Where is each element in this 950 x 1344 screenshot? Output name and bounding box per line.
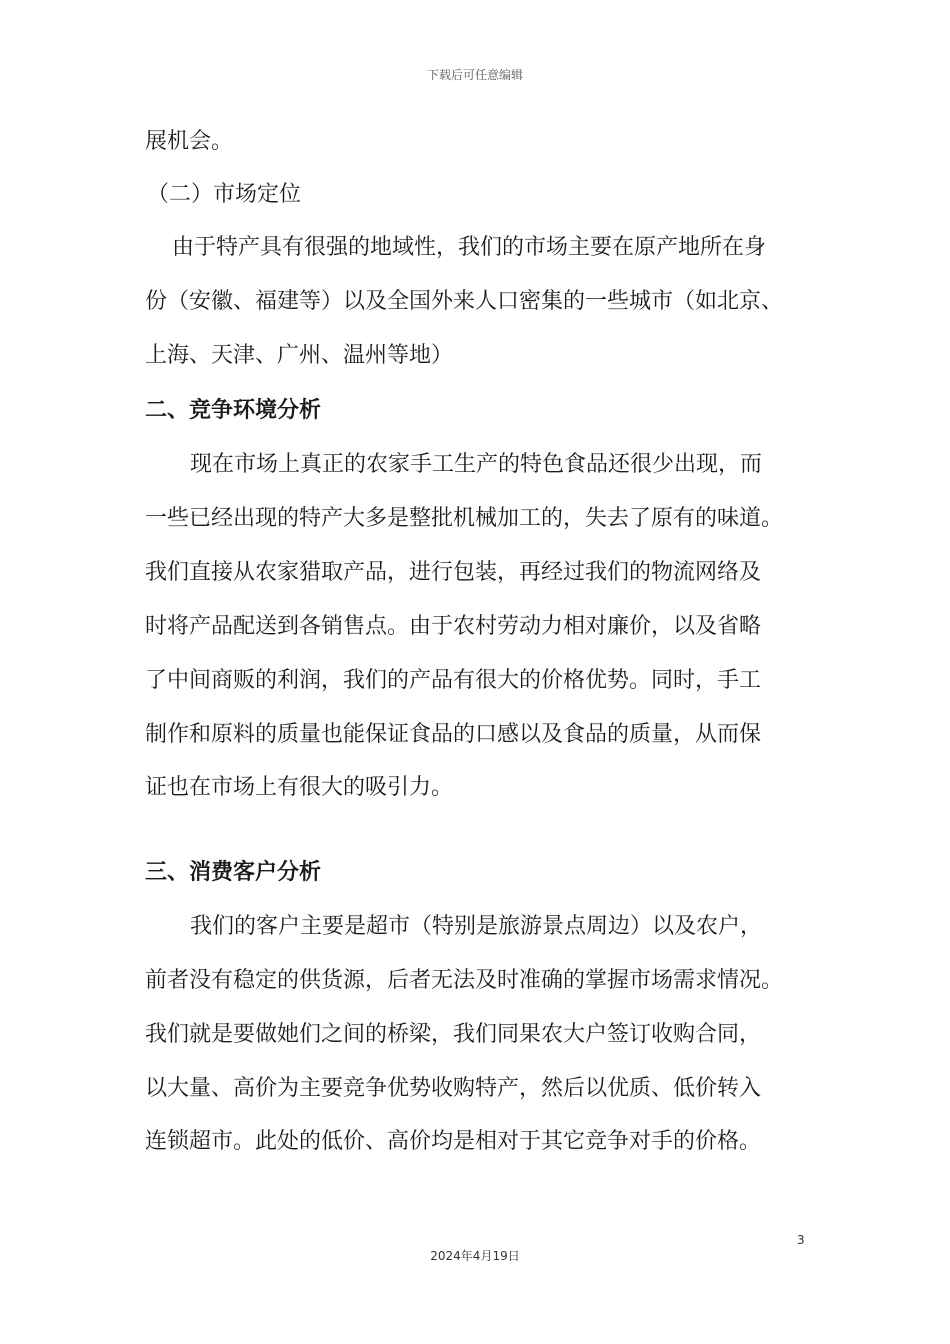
text-line: 连锁超市。此处的低价、高价均是相对于其它竞争对手的价格。: [145, 1129, 762, 1154]
section-heading: 三、消费客户分析: [145, 860, 322, 885]
text-line: 前者没有稳定的供货源，后者无法及时准确的掌握市场需求情况。: [145, 968, 784, 993]
section-heading: 二、竞争环境分析: [145, 398, 322, 423]
text-line: 我们就是要做她们之间的桥梁，我们同果农大户签订收购合同，: [145, 1022, 762, 1047]
section-subheading: （二）市场定位: [147, 182, 302, 207]
text-line: 制作和原料的质量也能保证食品的口感以及食品的质量，从而保: [145, 722, 762, 747]
text-line: 时将产品配送到各销售点。由于农村劳动力相对廉价，以及省略: [145, 614, 762, 639]
text-line: 证也在市场上有很大的吸引力。: [145, 775, 454, 800]
text-line: 由于特产具有很强的地域性，我们的市场主要在原产地所在身: [172, 235, 767, 260]
text-line: 以大量、高价为主要竞争优势收购特产，然后以优质、低价转入: [145, 1076, 762, 1101]
text-line: 份（安徽、福建等）以及全国外来人口密集的一些城市（如北京、: [145, 289, 784, 314]
page-number: 3: [797, 1233, 805, 1247]
text-line: 我们直接从农家猎取产品，进行包装，再经过我们的物流网络及: [145, 560, 762, 585]
text-line: 上海、天津、广州、温州等地）: [145, 343, 454, 368]
text-line: 了中间商贩的利润，我们的产品有很大的价格优势。同时，手工: [145, 668, 762, 693]
text-line: 一些已经出现的特产大多是整批机械加工的，失去了原有的味道。: [145, 506, 784, 531]
text-line: 我们的客户主要是超市（特别是旅游景点周边）以及农户，: [190, 914, 763, 939]
text-line: 现在市场上真正的农家手工生产的特色食品还很少出现，而: [190, 452, 763, 477]
page-header: 下载后可任意编辑: [426, 68, 523, 82]
text-line: 展机会。: [145, 129, 234, 154]
footer-date: 2024年4月19日: [430, 1249, 520, 1263]
